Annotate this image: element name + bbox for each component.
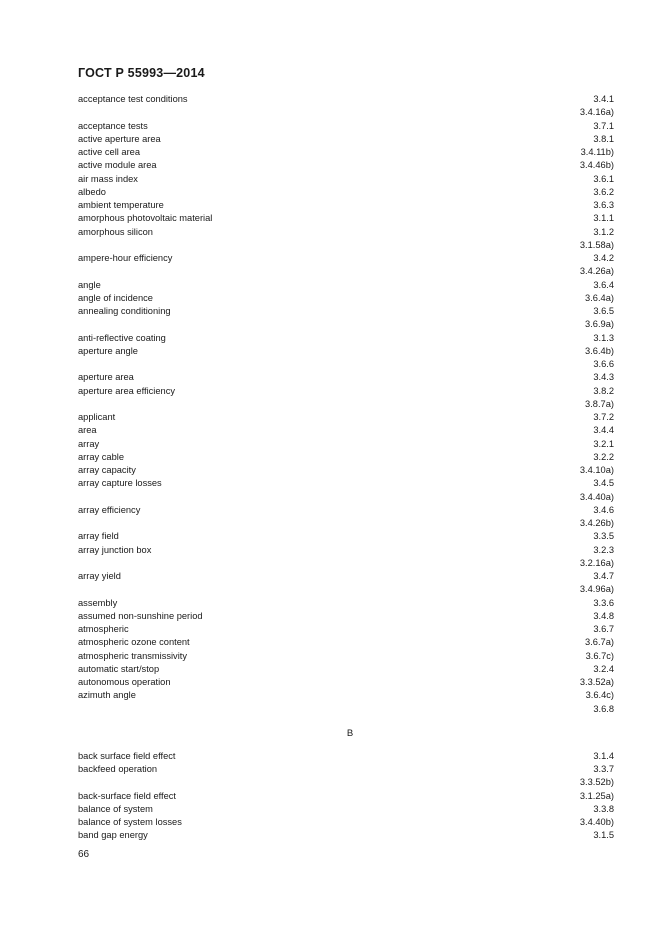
index-entry-row [78, 252, 614, 265]
index-term: air mass index [78, 173, 138, 184]
index-reference: 3.4.5 [593, 478, 614, 489]
index-entry-row [78, 385, 614, 398]
index-entry-row [78, 597, 614, 610]
index-entry-row [78, 583, 614, 596]
index-entry-row [78, 750, 614, 763]
index-reference: 3.4.7 [593, 571, 614, 581]
index-term: back-surface field effect [78, 790, 177, 801]
index-term: aperture area efficiency [78, 385, 175, 396]
index-term: assembly [78, 597, 118, 608]
index-reference: 3.3.52b) [579, 777, 614, 788]
index-reference: 3.4.16a) [579, 107, 614, 118]
index-reference: 3.6.7a) [585, 637, 614, 648]
index-reference: 3.6.7 [593, 624, 614, 634]
index-entry-row [78, 265, 614, 278]
index-reference: 3.7.2 [593, 412, 614, 422]
index-term: area [78, 425, 97, 436]
index-entry-row [78, 491, 614, 504]
index-term: acceptance test conditions [78, 94, 188, 104]
index-term: active aperture area [78, 133, 161, 144]
index-term: active module area [78, 160, 157, 171]
index-term: array cable [78, 451, 124, 462]
index-term: band gap energy [78, 830, 148, 841]
index-reference: 3.1.3 [593, 332, 614, 343]
index-term: anti-reflective coating [78, 332, 166, 343]
index-entry-row [78, 199, 614, 212]
index-term: angle of incidence [78, 292, 153, 303]
index-entry-row [78, 650, 614, 663]
index-term: ampere-hour efficiency [78, 253, 173, 263]
term-index [78, 93, 614, 843]
index-entry-row [78, 411, 614, 424]
index-entry-row [78, 186, 614, 199]
index-reference: 3.8.7a) [585, 398, 614, 409]
index-reference: 3.6.9a) [585, 319, 614, 330]
index-term: assumed non-sunshine period [78, 610, 203, 621]
index-entry-row [78, 438, 614, 451]
index-reference: 3.4.8 [593, 610, 614, 621]
index-entry-row [78, 663, 614, 676]
index-reference: 3.2.1 [593, 438, 614, 449]
index-term: aperture area [78, 372, 134, 383]
index-entry-row [78, 610, 614, 623]
index-entry-row [78, 689, 614, 702]
index-reference: 3.2.4 [593, 663, 614, 674]
index-reference: 3.6.5 [593, 306, 614, 316]
index-reference: 3.1.2 [593, 226, 614, 237]
index-term: array capture losses [78, 478, 162, 489]
index-reference: 3.4.4 [593, 425, 614, 436]
index-term: amorphous photovoltaic material [78, 213, 213, 224]
index-entry-row [78, 517, 614, 530]
index-entry-row [78, 530, 614, 543]
index-reference: 3.4.3 [593, 372, 614, 383]
page-header: ГОСТ Р 55993—2014 [78, 66, 205, 80]
index-reference: 3.4.6 [593, 504, 614, 515]
index-entry-row [78, 803, 614, 816]
index-reference: 3.4.96a) [579, 584, 614, 595]
index-entry-row [78, 829, 614, 842]
index-entry-row [78, 623, 614, 636]
index-entry-row [78, 570, 614, 583]
index-reference: 3.2.2 [593, 451, 614, 462]
index-entry-row [78, 763, 614, 776]
index-term: atmospheric [78, 624, 129, 634]
index-term: amorphous silicon [78, 226, 153, 237]
index-reference: 3.3.7 [593, 764, 614, 774]
index-entry-row [78, 790, 614, 803]
index-reference: 3.4.26b) [579, 518, 614, 528]
index-term: backfeed operation [78, 764, 158, 774]
index-term: array junction box [78, 544, 152, 555]
index-term: ambient temperature [78, 200, 164, 210]
index-entry-row [78, 424, 614, 437]
index-entry-row [78, 146, 614, 159]
index-reference: 3.6.4a) [585, 292, 614, 303]
section-heading-b: B [346, 727, 354, 739]
index-entry-row [78, 776, 614, 789]
index-entry-row [78, 93, 614, 106]
index-reference: 3.6.4 [593, 279, 614, 290]
index-reference: 3.6.1 [593, 173, 614, 184]
index-reference: 3.4.11b) [580, 147, 614, 157]
index-reference: 3.2.16a) [579, 557, 614, 568]
index-reference: 3.1.58a) [579, 239, 614, 250]
index-entry-row [78, 358, 614, 371]
index-reference: 3.7.1 [593, 120, 614, 131]
section-b [78, 750, 614, 843]
index-entry-row [78, 318, 614, 331]
index-term: back surface field effect [78, 750, 176, 761]
section-a [78, 93, 614, 716]
index-reference: 3.3.8 [593, 803, 614, 814]
index-term: atmospheric ozone content [78, 637, 190, 648]
index-term: albedo [78, 186, 106, 197]
index-reference: 3.4.2 [593, 253, 614, 263]
index-entry-row [78, 504, 614, 517]
index-term: aperture angle [78, 345, 138, 356]
page-number: 66 [78, 849, 90, 860]
index-reference: 3.4.1 [593, 94, 614, 104]
index-entry-row [78, 345, 614, 358]
index-entry-row [78, 305, 614, 318]
index-term: balance of system [78, 803, 153, 814]
index-reference: 3.6.7c) [585, 650, 614, 661]
index-entry-row [78, 120, 614, 133]
index-entry-row [78, 239, 614, 252]
index-entry-row [78, 332, 614, 345]
index-reference: 3.1.5 [593, 830, 614, 841]
index-entry-row [78, 398, 614, 411]
index-term: array capacity [78, 465, 136, 475]
index-term: annealing conditioning [78, 306, 171, 316]
index-entry-row [78, 226, 614, 239]
index-entry-row [78, 816, 614, 829]
index-reference: 3.6.8 [593, 703, 614, 714]
index-term: azimuth angle [78, 690, 136, 701]
index-entry-row [78, 173, 614, 186]
index-reference: 3.1.25a) [579, 790, 614, 801]
index-reference: 3.3.52a) [579, 677, 614, 687]
index-reference: 3.6.2 [593, 186, 614, 197]
index-entry-row [78, 703, 614, 716]
index-reference: 3.1.1 [593, 213, 614, 224]
index-reference: 3.6.4c) [585, 690, 614, 701]
index-entry-row [78, 106, 614, 119]
index-reference: 3.1.4 [593, 750, 614, 761]
index-term: applicant [78, 412, 116, 422]
index-reference: 3.8.2 [593, 385, 614, 396]
index-term: array yield [78, 571, 121, 581]
index-reference: 3.4.46b) [579, 160, 614, 171]
index-reference: 3.4.40b) [579, 817, 614, 827]
index-reference: 3.8.1 [593, 133, 614, 144]
index-entry-row [78, 292, 614, 305]
index-reference: 3.3.6 [593, 597, 614, 608]
index-reference: 3.6.4b) [585, 345, 614, 356]
index-term: angle [78, 279, 101, 290]
index-term: array field [78, 531, 119, 542]
index-entry-row [78, 133, 614, 146]
index-term: array efficiency [78, 504, 141, 515]
index-entry-row [78, 371, 614, 384]
index-entry-row [78, 544, 614, 557]
index-entry-row [78, 636, 614, 649]
index-term: acceptance tests [78, 120, 148, 131]
index-entry-row [78, 477, 614, 490]
index-reference: 3.6.6 [593, 359, 614, 369]
index-reference: 3.4.26a) [579, 266, 614, 277]
index-entry-row [78, 212, 614, 225]
index-term: balance of system losses [78, 817, 182, 827]
index-reference: 3.2.3 [593, 544, 614, 555]
index-term: automatic start/stop [78, 663, 160, 674]
index-reference: 3.3.5 [593, 531, 614, 542]
index-entry-row [78, 159, 614, 172]
index-entry-row [78, 464, 614, 477]
index-reference: 3.4.10a) [579, 465, 614, 475]
index-term: active cell area [78, 147, 141, 157]
index-entry-row [78, 279, 614, 292]
index-term: autonomous operation [78, 677, 171, 687]
index-reference: 3.6.3 [593, 200, 614, 210]
index-entry-row [78, 676, 614, 689]
index-entry-row [78, 451, 614, 464]
index-entry-row [78, 557, 614, 570]
index-term: atmospheric transmissivity [78, 650, 188, 661]
index-term: array [78, 438, 100, 449]
index-reference: 3.4.40a) [579, 491, 614, 502]
